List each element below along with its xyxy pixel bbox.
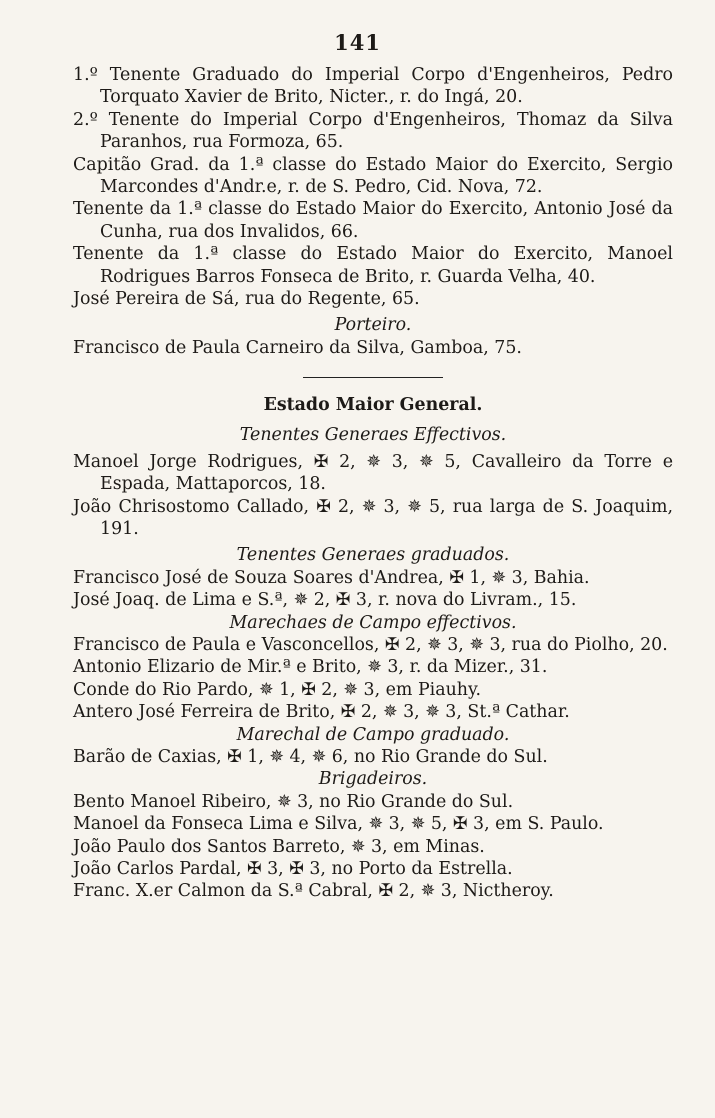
list-entry: José Joaq. de Lima e S.ª, ✵ 2, ✠ 3, r. nova do Livram., 15. (73, 590, 577, 611)
list-entry: João Carlos Pardal, ✠ 3, ✠ 3, no Porto da Estrella. (73, 859, 513, 879)
list-entry: Capitão Grad. da 1.ª classe do Estado Maior do Exercito, Sergio Marcondes d'Andr.e, r. de S. Pedro, Cid. Nova, 72. (73, 154, 673, 198)
list-entry: Barão de Caxias, ✠ 1, ✵ 4, ✵ 6, no Rio Grande do Sul. (73, 746, 548, 767)
list-entry: João Paulo dos Santos Barreto, ✵ 3, em Minas. (73, 836, 485, 857)
list-entry: Tenente da 1.ª classe do Estado Maior do Exercito, Manoel Rodrigues Barros Fonseca de Brito, r. Guarda Velha, 40. (73, 244, 673, 287)
subsection-heading: Marechal de Campo graduado. (236, 724, 510, 745)
subsection-heading: Brigadeiros. (318, 769, 428, 790)
list-entry: Franc. X.er Calmon da S.ª Cabral, ✠ 2, ✵ 3, Nictheroy. (73, 881, 554, 902)
list-entry: 2.º Tenente do Imperial Corpo d'Engenheiros, Thomaz da Silva Paranhos, rua Formoza, 65. (73, 109, 673, 153)
list-entry: Manoel da Fonseca Lima e Silva, ✵ 3, ✵ 5, ✠ 3, em S. Paulo. (73, 814, 604, 835)
subsection-heading: Tenentes Generaes graduados. (236, 545, 510, 566)
staff-list (73, 64, 673, 310)
section-title: Estado Maior General. (263, 395, 483, 416)
page-body (73, 64, 673, 903)
list-entry: João Chrisostomo Callado, ✠ 2, ✵ 3, ✵ 5, rua larga de S. Joaquim, 191. (73, 496, 673, 539)
list-entry: Tenente da 1.ª classe do Estado Maior do Exercito, Antonio José da Cunha, rua dos Invalidos, 66. (73, 199, 673, 242)
list-entry: Conde do Rio Pardo, ✵ 1, ✠ 2, ✵ 3, em Piauhy. (73, 679, 482, 700)
list-entry: Antonio Elizario de Mir.ª e Brito, ✵ 3, r. da Mizer., 31. (73, 657, 548, 678)
list-entry: José Pereira de Sá, rua do Regente, 65. (73, 289, 420, 310)
subsection-heading: Tenentes Generaes Effectivos. (239, 425, 507, 446)
porteiro-heading: Porteiro. (334, 315, 412, 336)
list-entry: Francisco de Paula Carneiro da Silva, Gamboa, 75. (73, 337, 522, 358)
list-entry: Francisco de Paula e Vasconcellos, ✠ 2, ✵ 3, ✵ 3, rua do Piolho, 20. (73, 634, 668, 655)
subsection-heading: Marechaes de Campo effectivos. (229, 612, 517, 633)
list-entry: Antero José Ferreira de Brito, ✠ 2, ✵ 3, ✵ 3, St.ª Cathar. (73, 702, 570, 723)
list-entry: Manoel Jorge Rodrigues, ✠ 2, ✵ 3, ✵ 5, Cavalleiro da Torre e Espada, Mattaporcos, 18. (73, 451, 673, 495)
list-entry: Francisco José de Souza Soares d'Andrea, ✠ 1, ✵ 3, Bahia. (73, 567, 590, 588)
list-entry: 1.º Tenente Graduado do Imperial Corpo d'Engenheiros, Pedro Torquato Xavier de Brito, Nicter., r. do Ingá, 20. (73, 65, 673, 108)
list-entry: Bento Manoel Ribeiro, ✵ 3, no Rio Grande do Sul. (73, 791, 514, 812)
section-divider (303, 377, 443, 378)
page-number: 141 (334, 30, 381, 55)
